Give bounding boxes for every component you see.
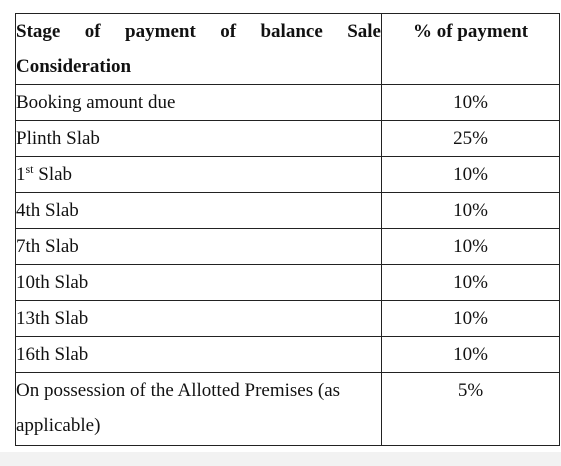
stage-cell: Booking amount due	[16, 85, 382, 121]
header-stage: Stage of payment of balance Sale Consideration	[16, 14, 382, 85]
percent-cell: 10%	[382, 85, 560, 121]
stage-cell: 7th Slab	[16, 229, 382, 265]
stage-cell: Plinth Slab	[16, 121, 382, 157]
table-row	[16, 373, 560, 446]
stage-ordinal-suffix: st	[25, 162, 34, 176]
stage-cell	[16, 157, 382, 193]
stage-cell: 4th Slab	[16, 193, 382, 229]
percent-cell: 10%	[382, 265, 560, 301]
stage-cell: On possession of the Allotted Premises (as applicable)	[16, 373, 382, 446]
table-row	[16, 193, 560, 229]
table-row	[16, 157, 560, 193]
percent-cell: 10%	[382, 157, 560, 193]
payment-schedule-table	[15, 13, 560, 446]
percent-cell: 10%	[382, 229, 560, 265]
table-row	[16, 85, 560, 121]
stage-cell: 16th Slab	[16, 337, 382, 373]
stage-label: Slab	[33, 164, 73, 185]
table-row	[16, 337, 560, 373]
percent-cell: 5%	[382, 373, 560, 446]
table-header-row	[16, 14, 560, 85]
header-percent: % of payment	[382, 14, 560, 85]
percent-cell: 10%	[382, 301, 560, 337]
table-row	[16, 265, 560, 301]
percent-cell: 10%	[382, 337, 560, 373]
table-row	[16, 121, 560, 157]
stage-ordinal-number: 1	[16, 164, 26, 185]
percent-cell: 25%	[382, 121, 560, 157]
table-row	[16, 229, 560, 265]
stage-cell: 13th Slab	[16, 301, 382, 337]
stage-cell: 10th Slab	[16, 265, 382, 301]
table-row	[16, 301, 560, 337]
percent-cell: 10%	[382, 193, 560, 229]
